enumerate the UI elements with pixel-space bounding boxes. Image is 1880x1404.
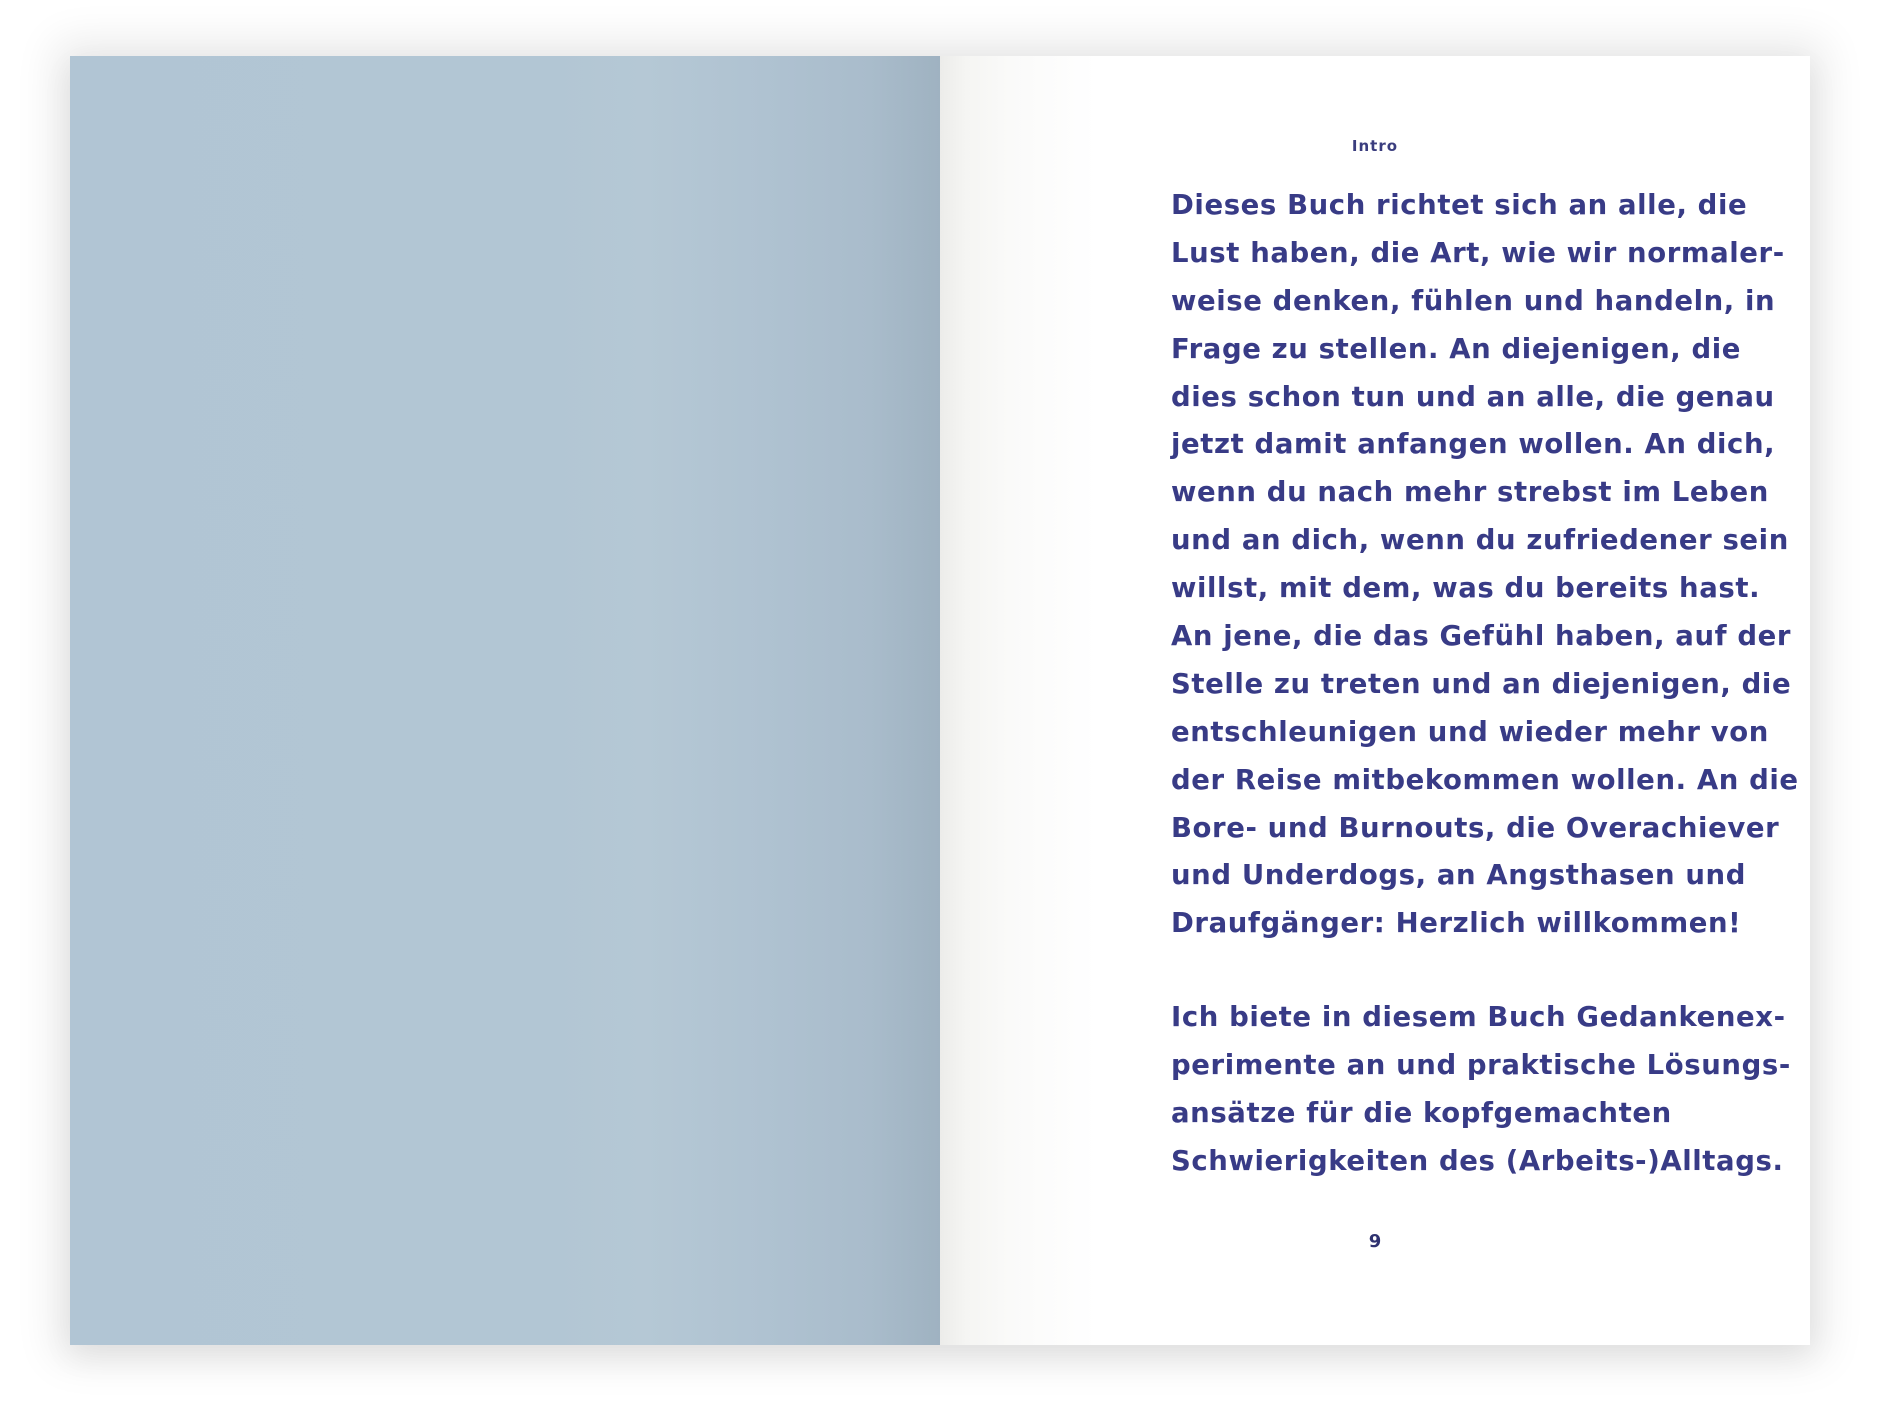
text-line: ansätze für die kopfgemachten <box>1171 1096 1672 1129</box>
paragraph-offer <box>1171 994 1791 1186</box>
text-line: willst, mit dem, was du bereits hast. <box>1171 572 1761 605</box>
page-number: 9 <box>1368 1231 1382 1252</box>
text-line: der Reise mitbekommen wollen. An die <box>1171 763 1799 796</box>
text-line: Stelle zu treten und an diejenigen, die <box>1171 667 1792 700</box>
book-spread <box>70 56 1810 1345</box>
running-head: Intro <box>1351 137 1399 155</box>
text-line: Ich biete in diesem Buch Gedankenex- <box>1171 1001 1786 1033</box>
text-line: und Underdogs, an Angsthasen und <box>1171 859 1746 892</box>
text-line: An jene, die das Gefühl haben, auf der <box>1171 620 1792 653</box>
text-line: Dieses Buch richtet sich an alle, die <box>1171 189 1748 221</box>
text-line: Frage zu stellen. An diejenigen, die <box>1171 332 1742 365</box>
left-page-blank-blue <box>70 56 940 1345</box>
text-line: jetzt damit anfangen wollen. An dich, <box>1171 428 1776 461</box>
text-line: wenn du nach mehr strebst im Leben <box>1171 476 1769 509</box>
paragraph-intro <box>1171 182 1799 948</box>
text-line: weise denken, fühlen und handeln, in <box>1171 284 1776 317</box>
text-line: Schwierigkeiten des (Arbeits-)Alltags. <box>1171 1144 1784 1177</box>
text-line: perimente an und praktische Lösungs- <box>1171 1048 1791 1081</box>
text-line: Lust haben, die Art, wie wir normaler- <box>1171 236 1785 269</box>
text-line: und an dich, wenn du zufriedener sein <box>1171 524 1789 557</box>
text-line: entschleunigen und wieder mehr von <box>1171 715 1769 748</box>
right-page <box>940 56 1810 1345</box>
text-line: dies schon tun und an alle, die genau <box>1171 380 1775 413</box>
text-line: Draufgänger: Herzlich willkommen! <box>1171 907 1742 940</box>
text-line: Bore- und Burnouts, die Overachiever <box>1171 811 1780 844</box>
